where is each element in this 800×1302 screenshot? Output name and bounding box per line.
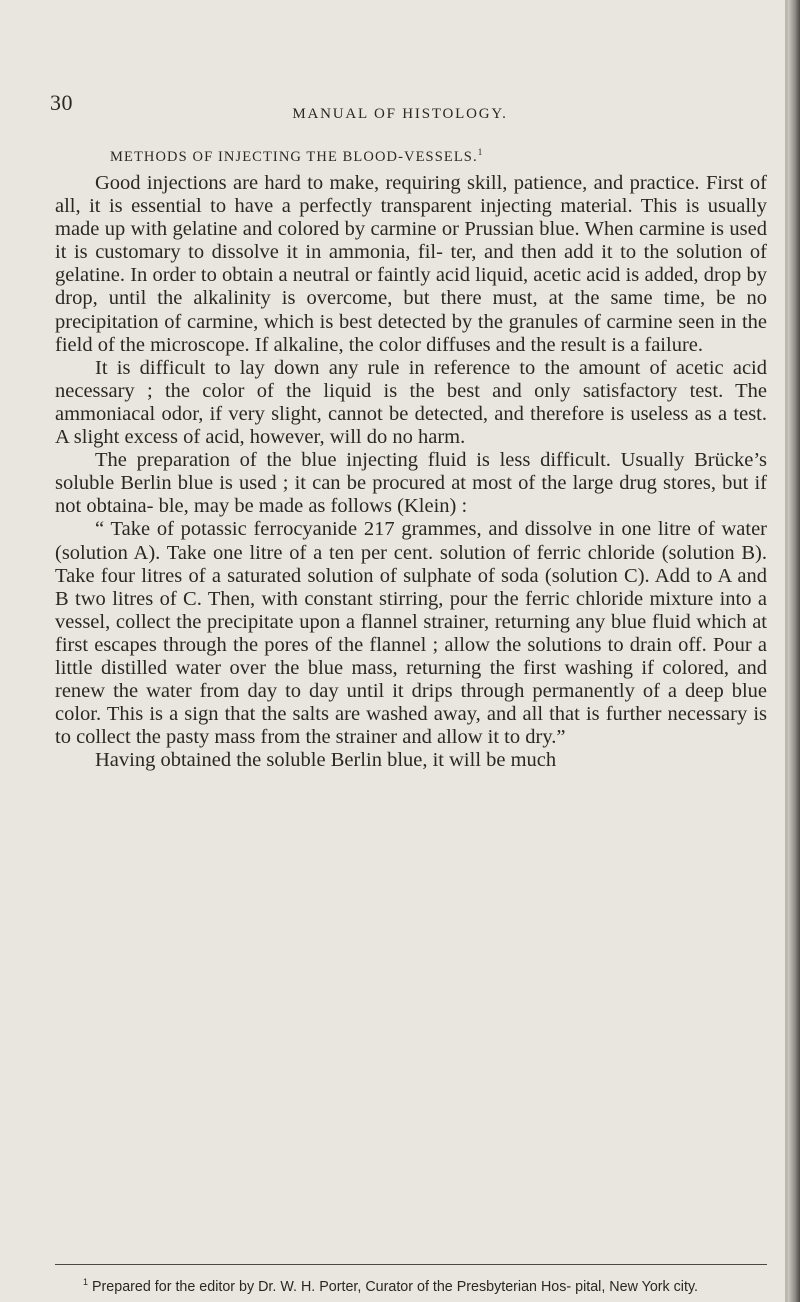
footnote-rule [55, 1264, 767, 1265]
section-title [110, 147, 482, 166]
page-number: 30 [50, 90, 73, 115]
body-text [55, 172, 767, 772]
footnote-mark: 1 [83, 1277, 89, 1287]
running-head: MANUAL OF HISTOLOGY. [292, 106, 508, 122]
footnote-text: Prepared for the editor by Dr. W. H. Porter, Curator of the Presbyterian Hos- pital, New York city. [92, 1278, 699, 1295]
paragraph: It is difficult to lay down any rule in reference to the amount of acetic acid necessary ; the color of the liquid is the best and only satisfactory test. The ammoniacal odor, if very slight, cannot be detected, and therefore is useless as a test. A slight excess of acid, however, will do no harm. [55, 356, 767, 449]
paragraph: Having obtained the soluble Berlin blue, it will be much [95, 749, 557, 772]
footnote [55, 1273, 767, 1296]
footnote-reference: 1 [477, 147, 483, 157]
paragraph: Good injections are hard to make, requiring skill, patience, and practice. First of all, it is essential to have a perfectly transparent injecting material. This is usually made up with gelatine and colored by carmine or Prussian blue. When carmine is used it is customary to dissolve it in ammonia, fil- ter, and then add it to the solution of gelatine. In order to obtain a neutral or faintly acid liquid, acetic acid is added, drop by drop, until the alkalinity is overcome, but there must, at the same time, be no precipitation of carmine, which is best detected by the granules of carmine seen in the field of the microscope. If alkaline, the color diffuses and the result is a failure. [55, 172, 767, 356]
paragraph: The preparation of the blue injecting fluid is less difficult. Usually Brücke’s soluble Berlin blue is used ; it can be procured at most of the large drug stores, but if not obtaina- ble, may be made as follows (Klein) : [55, 449, 767, 518]
page-edge [788, 0, 800, 1302]
quoted-recipe: “ Take of potassic ferrocyanide 217 grammes, and dissolve in one litre of water (solution A). Take one litre of a ten per cent. solution of ferric chloride (solution B). Take four litres of a saturated solution of sulphate of soda (solution C). Add to A and B two litres of C. Then, with constant stirring, pour the ferric chloride mixture into a vessel, collect the precipitate upon a flannel strainer, returning any blue fluid which at first escapes through the pores of the flannel ; allow the solutions to drain off. Pour a little distilled water over the blue mass, returning the first washing if colored, and renew the water from day to day until it drips through permanently of a deep blue color. This is a sign that the salts are washed away, and all that is further necessary is to collect the pasty mass from the strainer and allow it to dry.” [55, 518, 767, 749]
section-title-text: METHODS OF INJECTING THE BLOOD-VESSELS. [110, 148, 478, 165]
